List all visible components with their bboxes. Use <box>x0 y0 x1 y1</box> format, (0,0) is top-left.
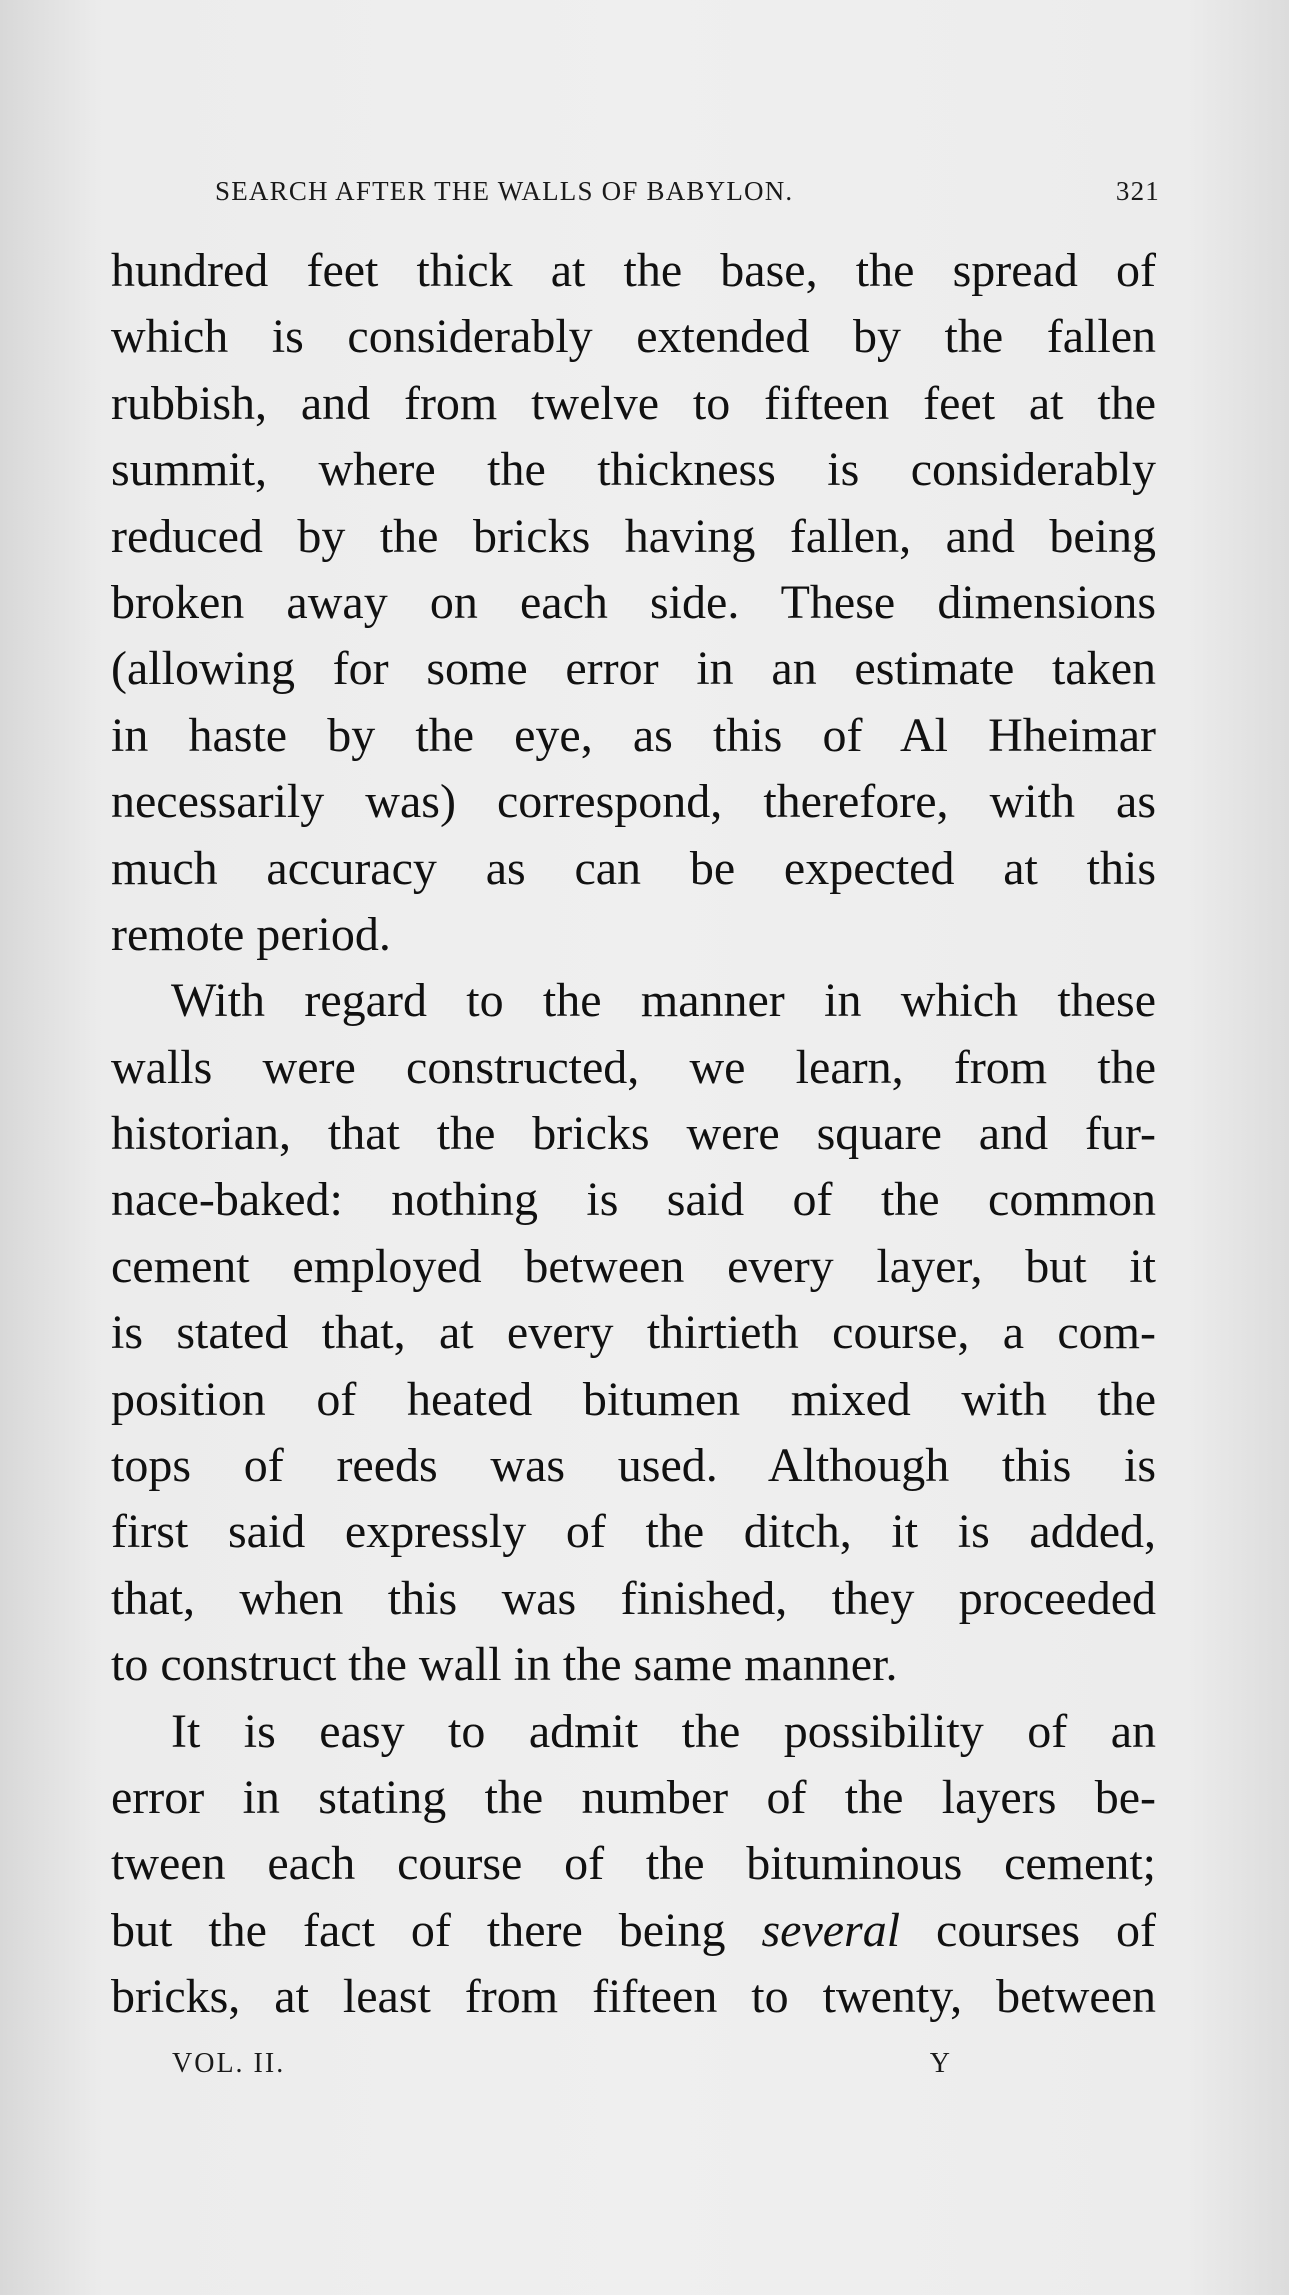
text-line: which is considerably extended by the fallen <box>111 310 1156 364</box>
text-line-paragraph-start: It is easy to admit the possibility of an <box>171 1704 1156 1758</box>
text-run: courses of <box>900 1903 1156 1957</box>
body-text <box>111 238 1156 2031</box>
volume-mark: VOL. II. <box>172 2048 286 2079</box>
text-line: error in stating the number of the layers be- <box>111 1770 1156 1824</box>
text-line: tween each course of the bituminous cement; <box>111 1837 1156 1891</box>
running-title: SEARCH AFTER THE WALLS OF BABYLON. <box>215 176 794 206</box>
text-line: position of heated bitumen mixed with the <box>111 1372 1156 1426</box>
text-line: reduced by the bricks having fallen, and being <box>111 509 1156 563</box>
text-line: in haste by the eye, as this of Al Hheimar <box>111 708 1156 762</box>
text-line: rubbish, and from twelve to fifteen feet at the <box>111 376 1156 430</box>
text-line: first said expressly of the ditch, it is added, <box>111 1505 1156 1559</box>
text-line: is stated that, at every thirtieth course, a com- <box>111 1306 1156 1360</box>
page-number: 321 <box>1115 176 1160 206</box>
text-line: bricks, at least from fifteen to twenty, between <box>111 1970 1156 2024</box>
text-line: walls were constructed, we learn, from the <box>111 1040 1156 1094</box>
text-line: broken away on each side. These dimensions <box>111 575 1156 629</box>
text-line: much accuracy as can be expected at this <box>111 841 1156 895</box>
text-line: (allowing for some error in an estimate taken <box>111 642 1156 696</box>
text-line: tops of reeds was used. Although this is <box>111 1439 1156 1493</box>
text-line: cement employed between every layer, but it <box>111 1239 1156 1293</box>
text-line: that, when this was finished, they proceeded <box>111 1571 1156 1625</box>
text-line: historian, that the bricks were square and fur- <box>111 1107 1156 1161</box>
signature-mark: Y <box>929 2048 952 2079</box>
page-footer <box>172 2048 952 2088</box>
text-line-paragraph-end: remote period. <box>111 907 391 961</box>
text-line-paragraph-end: to construct the wall in the same manner. <box>111 1638 898 1692</box>
running-head <box>215 176 1160 216</box>
text-line-with-italic <box>111 1898 1156 1964</box>
text-line: nace-baked: nothing is said of the common <box>111 1173 1156 1227</box>
text-line-paragraph-start: With regard to the manner in which these <box>171 974 1156 1028</box>
text-line: necessarily was) correspond, therefore, with as <box>111 775 1156 829</box>
text-line: summit, where the thickness is considerably <box>111 443 1156 497</box>
italic-emphasis: several <box>761 1903 901 1957</box>
text-run: but the fact of there being <box>111 1903 762 1957</box>
text-line: hundred feet thick at the base, the spread of <box>111 244 1156 297</box>
